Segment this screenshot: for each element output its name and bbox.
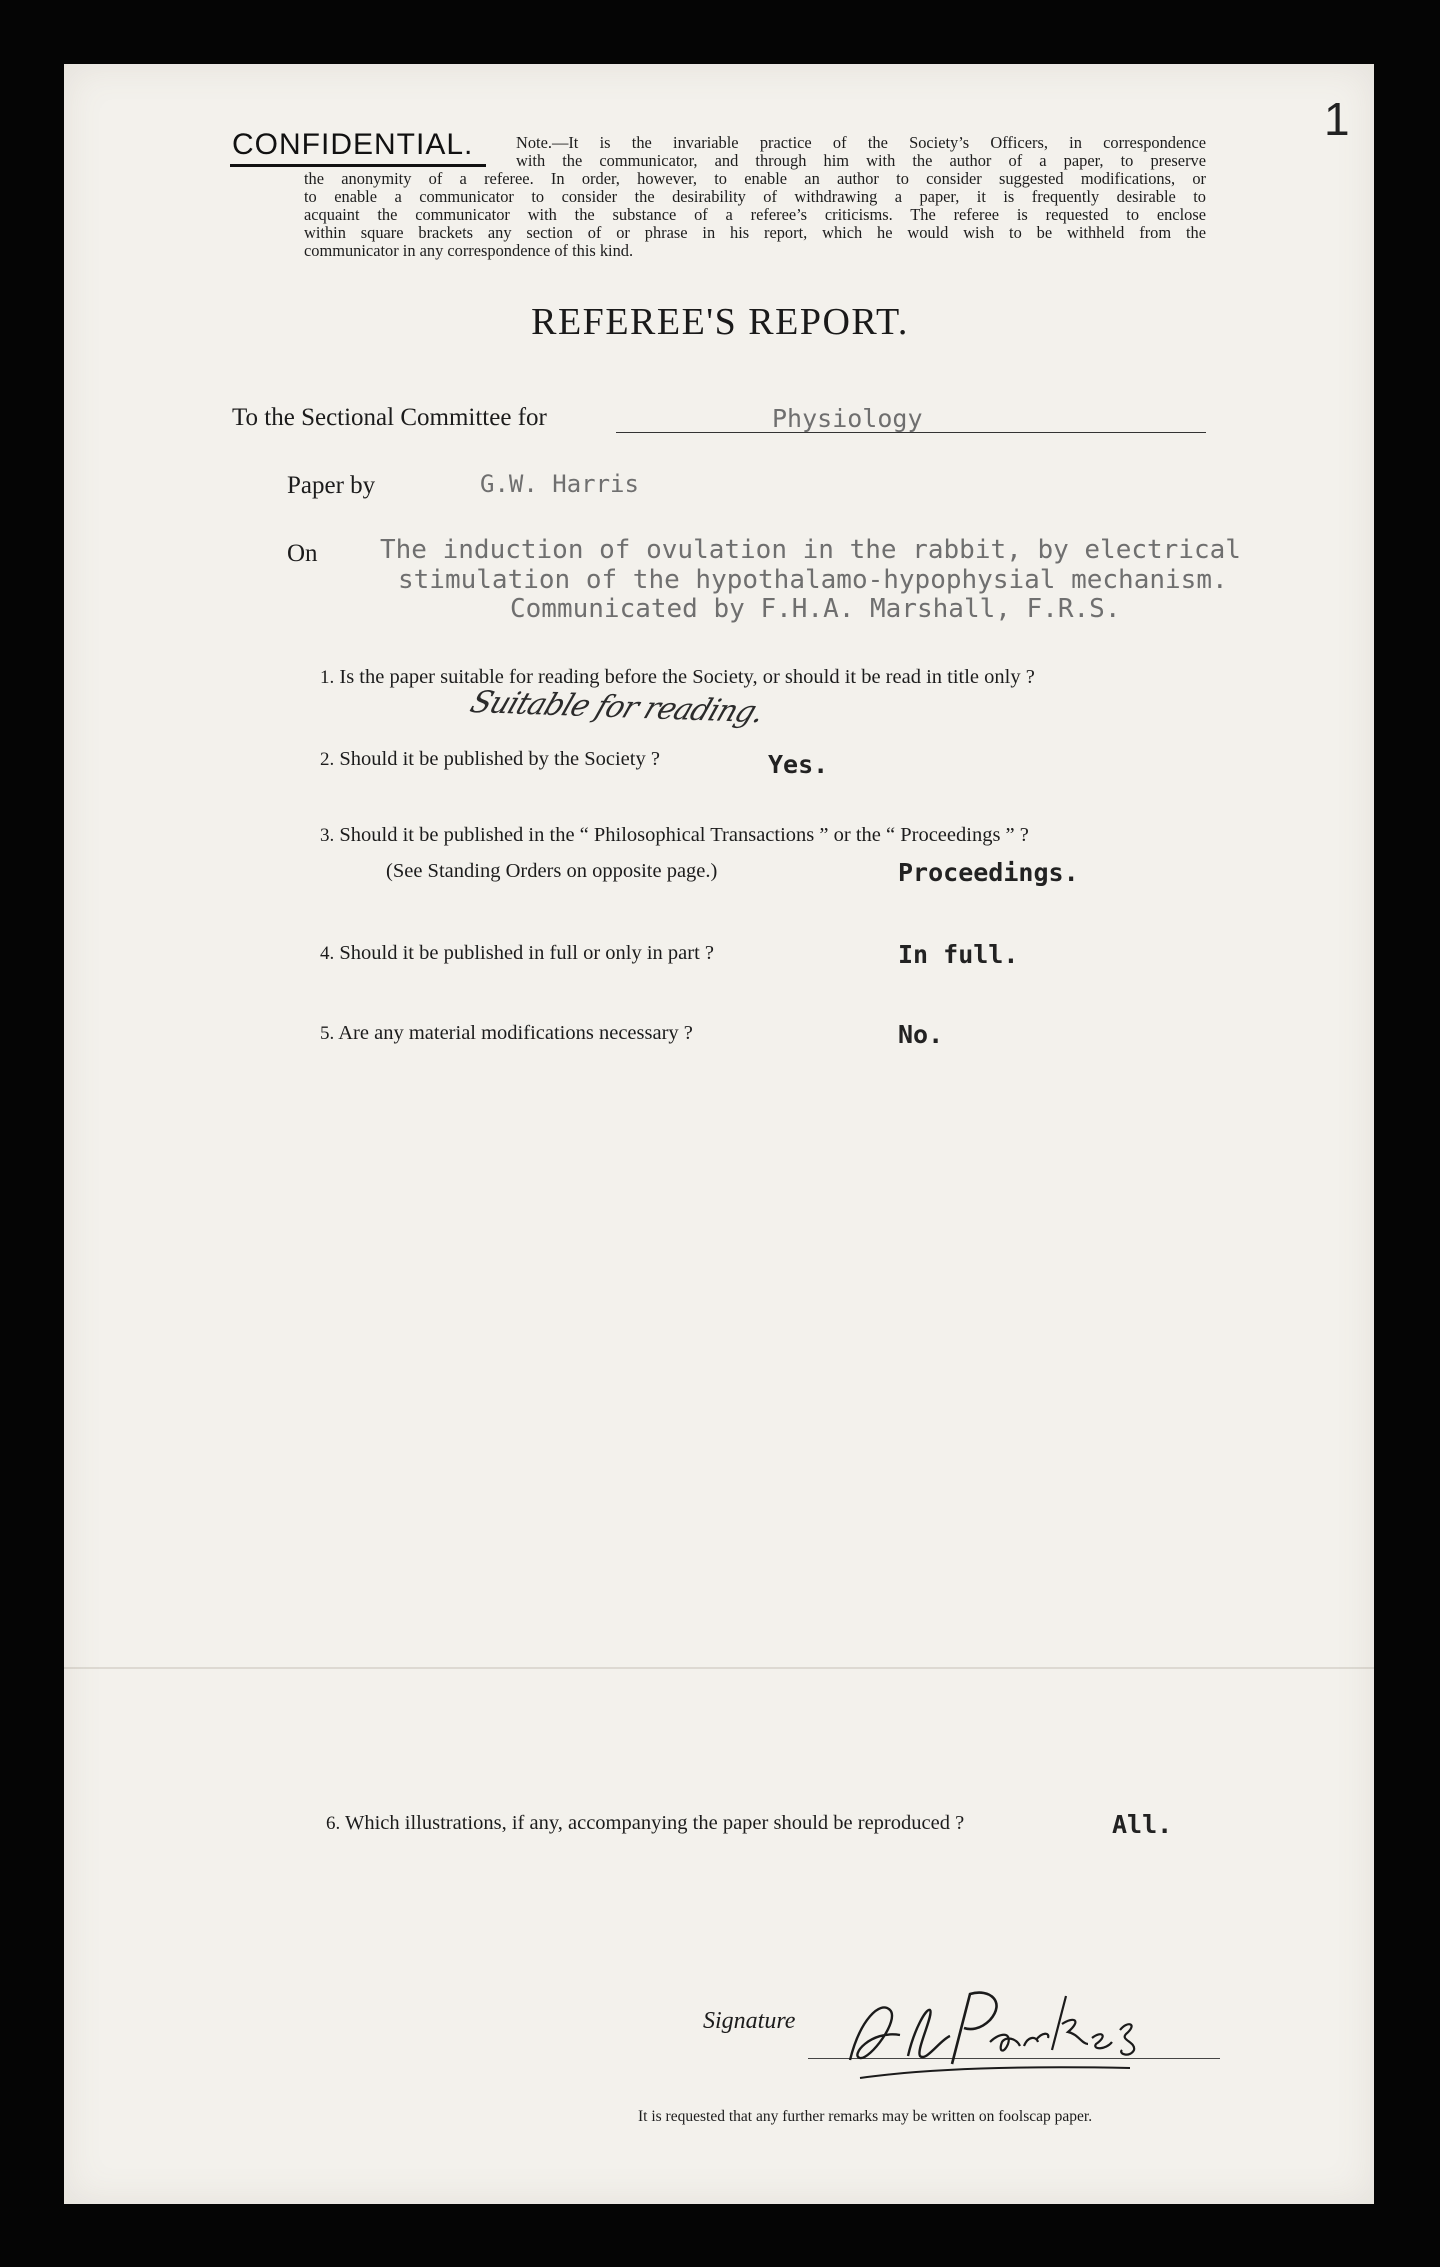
paper-sheet bbox=[64, 64, 1374, 2204]
question-text: Is the paper suitable for reading before the Society, or should it be read in title only ? bbox=[339, 666, 1035, 688]
committee-value[interactable]: Physiology bbox=[772, 404, 923, 433]
note-line: to enable a communicator to consider the desirability of withdrawing a paper, it is frequently desirable to bbox=[304, 187, 1206, 206]
footnote: It is requested that any further remarks may be written on foolscap paper. bbox=[638, 2108, 1093, 2125]
answer-4[interactable]: In full. bbox=[898, 940, 1019, 969]
note-line: with the communicator, and through him with the author of a paper, to preserve bbox=[516, 151, 1206, 170]
answer-6[interactable]: All. bbox=[1112, 1810, 1173, 1839]
question-number: 1. bbox=[320, 667, 335, 688]
page-number: 1 bbox=[1324, 93, 1350, 145]
paper-title-line[interactable]: stimulation of the hypothalamo-hypophysial mechanism. bbox=[398, 565, 1228, 595]
question-number: 4. bbox=[320, 943, 335, 964]
question-text: Should it be published in full or only in part ? bbox=[339, 942, 715, 964]
note-line: within square brackets any section of or phrase in his report, which he would wish to be withheld from the bbox=[304, 223, 1206, 242]
paper-title-line[interactable]: Communicated by F.H.A. Marshall, F.R.S. bbox=[510, 594, 1121, 624]
question-number: 6. bbox=[326, 1813, 341, 1834]
answer-1-handwritten[interactable]: Suitable for reading. bbox=[465, 684, 769, 731]
question-5 bbox=[320, 1022, 693, 1045]
paper-by-value[interactable]: G.W. Harris bbox=[480, 470, 639, 498]
on-label: On bbox=[287, 540, 318, 567]
fold-crease bbox=[64, 1667, 1374, 1669]
question-4 bbox=[320, 942, 714, 965]
question-number: 3. bbox=[320, 825, 335, 846]
question-1 bbox=[320, 666, 1035, 689]
answer-2[interactable]: Yes. bbox=[768, 750, 829, 779]
answer-5[interactable]: No. bbox=[898, 1020, 944, 1049]
question-3-subtext: (See Standing Orders on opposite page.) bbox=[386, 860, 718, 882]
question-6 bbox=[326, 1812, 964, 1835]
note-line: communicator in any correspondence of this kind. bbox=[304, 241, 634, 260]
note-line: the anonymity of a referee. In order, however, to enable an author to consider suggested modifications, or bbox=[304, 169, 1206, 188]
paper-title-line[interactable]: The induction of ovulation in the rabbit, by electrical bbox=[380, 535, 1241, 565]
note-line: Note.—It is the invariable practice of the Society’s Officers, in correspondence bbox=[516, 133, 1206, 152]
paper-by-label: Paper by bbox=[287, 472, 376, 499]
page-title: REFEREE'S REPORT. bbox=[531, 301, 909, 343]
confidential-label: CONFIDENTIAL. bbox=[232, 128, 474, 161]
note-line: acquaint the communicator with the substance of a referee’s criticisms. The referee is requested to enclose bbox=[304, 205, 1206, 224]
question-number: 2. bbox=[320, 749, 335, 770]
question-text: Should it be published by the Society ? bbox=[339, 748, 660, 770]
signature-label: Signature bbox=[703, 2008, 796, 2034]
question-text: Which illustrations, if any, accompanying the paper should be reproduced ? bbox=[345, 1812, 965, 1834]
question-2 bbox=[320, 748, 660, 771]
question-3 bbox=[320, 824, 1029, 847]
committee-label: To the Sectional Committee for bbox=[232, 404, 547, 431]
answer-3[interactable]: Proceedings. bbox=[898, 858, 1079, 887]
question-text: Should it be published in the “ Philosophical Transactions ” or the “ Proceedings ” ? bbox=[339, 824, 1029, 846]
handwritten-signature[interactable] bbox=[830, 1980, 1170, 2090]
question-text: Are any material modifications necessary ? bbox=[338, 1022, 693, 1044]
confidentiality-note bbox=[304, 134, 1206, 260]
question-number: 5. bbox=[320, 1023, 335, 1044]
